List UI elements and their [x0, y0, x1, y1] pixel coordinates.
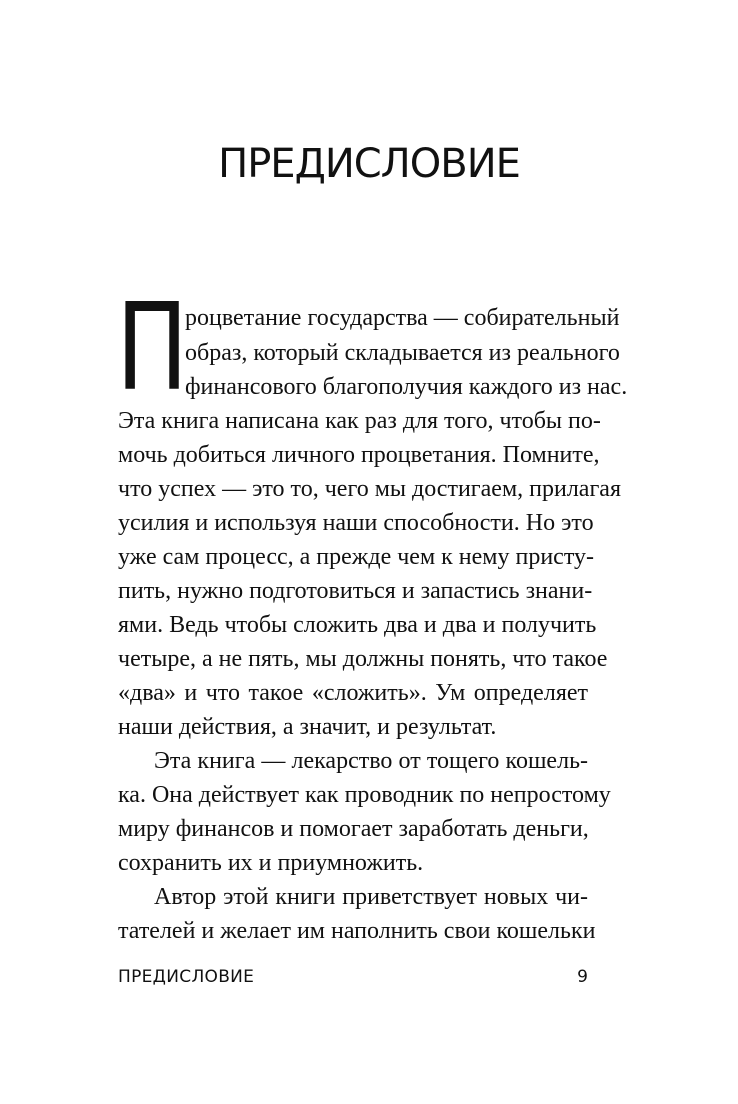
- page-number: 9: [577, 967, 588, 987]
- text-line: миру финансов и помогает заработать деньги,: [118, 816, 589, 842]
- text-line: мочь добиться личного процветания. Помните,: [118, 442, 600, 468]
- text-line: что успех — это то, чего мы достигаем, прилагая: [118, 476, 621, 502]
- text-line: ка. Она действует как проводник по непростому: [118, 782, 611, 808]
- text-line: Автор этой книги приветствует новых чи-: [154, 884, 588, 910]
- text-line: сохранить их и приумножить.: [118, 850, 424, 876]
- running-head: ПРЕДИСЛОВИЕ: [118, 967, 255, 987]
- text-line: тателей и желает им наполнить свои кошельки: [118, 918, 596, 944]
- text-line: наши действия, а значит, и результат.: [118, 714, 497, 740]
- text-line: пить, нужно подготовиться и запастись знани-: [118, 578, 593, 604]
- text-line: усилия и используя наши способности. Но это: [118, 510, 594, 536]
- text-line: четыре, а не пять, мы должны понять, что такое: [118, 646, 608, 672]
- text-line: Эта книга — лекарство от тощего кошель-: [154, 748, 588, 774]
- text-line: роцветание государства — собирательный: [185, 305, 620, 331]
- text-line: финансового благополучия каждого из нас.: [185, 374, 628, 400]
- chapter-title: ПРЕДИСЛОВИЕ: [218, 141, 520, 187]
- text-line: уже сам процесс, а прежде чем к нему присту-: [118, 544, 594, 570]
- text-line: «два» и что такое «сложить». Ум определяет: [118, 680, 588, 706]
- drop-cap: П: [116, 279, 189, 418]
- text-line: образ, который складывается из реального: [185, 340, 620, 366]
- text-line: ями. Ведь чтобы сложить два и два и получить: [118, 612, 597, 638]
- text-line: Эта книга написана как раз для того, чтобы по-: [118, 408, 601, 434]
